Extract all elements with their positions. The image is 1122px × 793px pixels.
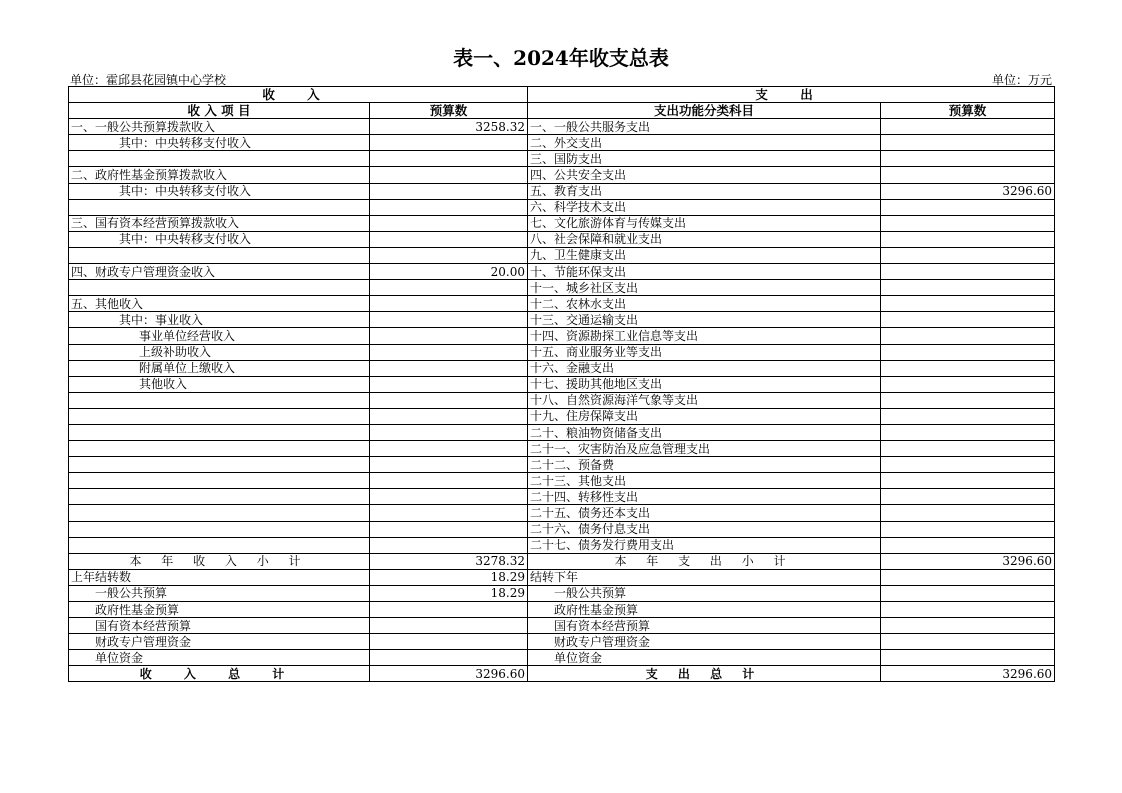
table-row (69, 441, 1055, 457)
income-section-label: 收 入 (262, 86, 334, 102)
expense-item-label: 二十二、预备费 (528, 457, 881, 473)
expense-item-header: 支出功能分类科目 (528, 103, 881, 119)
table-row (69, 215, 1055, 231)
expense-item-label: 十四、资源勘探工业信息等支出 (528, 328, 881, 344)
income-item-label (69, 424, 370, 440)
expense-subtotal-label (528, 553, 881, 569)
carry-expense-value (881, 602, 1055, 618)
budget-table (68, 86, 1055, 682)
expense-item-label: 五、教育支出 (528, 183, 881, 199)
expense-item-label: 三、国防支出 (528, 151, 881, 167)
income-budget-value (370, 215, 528, 231)
table-row (69, 264, 1055, 280)
table-row (69, 424, 1055, 440)
expense-budget-value (881, 473, 1055, 489)
header-row-columns (69, 103, 1055, 119)
income-total-label (69, 666, 370, 682)
income-item-header: 收 入 项 目 (69, 103, 370, 119)
table-row (69, 199, 1055, 215)
income-budget-value (370, 392, 528, 408)
income-budget-value (370, 376, 528, 392)
carry-expense-value (881, 569, 1055, 585)
carry-income-value (370, 650, 528, 666)
expense-total-text: 支 出 总 计 (645, 666, 763, 681)
expense-budget-value (881, 457, 1055, 473)
income-budget-value (370, 328, 528, 344)
expense-total-label (528, 666, 881, 682)
table-row (69, 231, 1055, 247)
expense-item-label: 八、社会保障和就业支出 (528, 231, 881, 247)
table-row (69, 360, 1055, 376)
income-budget-value (370, 489, 528, 505)
income-budget-value (370, 167, 528, 183)
table-row (69, 505, 1055, 521)
income-budget-value (370, 312, 528, 328)
carry-income-value: 18.29 (370, 585, 528, 601)
expense-budget-value (881, 264, 1055, 280)
carry-expense-label: 国有资本经营预算 (528, 618, 881, 634)
expense-budget-value (881, 392, 1055, 408)
income-item-label: 事业单位经营收入 (69, 328, 370, 344)
expense-budget-header: 预算数 (881, 103, 1055, 119)
income-budget-value: 3258.32 (370, 119, 528, 135)
header-row-sections (69, 87, 1055, 103)
income-budget-value: 20.00 (370, 264, 528, 280)
income-budget-value (370, 360, 528, 376)
expense-budget-value (881, 119, 1055, 135)
expense-budget-value (881, 505, 1055, 521)
table-row (69, 183, 1055, 199)
expense-item-label: 二、外交支出 (528, 135, 881, 151)
income-item-label (69, 457, 370, 473)
expense-budget-value (881, 441, 1055, 457)
expense-item-label: 二十六、债务付息支出 (528, 521, 881, 537)
income-total-text: 收 入 总 计 (139, 666, 299, 681)
expense-budget-value (881, 167, 1055, 183)
income-item-label (69, 151, 370, 167)
carry-expense-label: 单位资金 (528, 650, 881, 666)
expense-budget-value (881, 521, 1055, 537)
income-budget-value (370, 280, 528, 296)
income-subtotal-label (69, 553, 370, 569)
expense-item-label: 二十五、债务还本支出 (528, 505, 881, 521)
carry-expense-value (881, 585, 1055, 601)
expense-budget-value (881, 280, 1055, 296)
expense-budget-value (881, 312, 1055, 328)
income-budget-value (370, 473, 528, 489)
income-budget-value (370, 344, 528, 360)
expense-item-label: 二十四、转移性支出 (528, 489, 881, 505)
income-item-label (69, 199, 370, 215)
income-budget-value (370, 247, 528, 263)
expense-budget-value (881, 376, 1055, 392)
table-row (69, 167, 1055, 183)
carry-row (69, 602, 1055, 618)
expense-item-label: 二十一、灾害防治及应急管理支出 (528, 441, 881, 457)
carry-income-label: 上年结转数 (69, 569, 370, 585)
table-row (69, 457, 1055, 473)
income-item-label: 上级补助收入 (69, 344, 370, 360)
unit-organization: 单位：霍邱县花园镇中心学校 (70, 73, 227, 87)
income-budget-value (370, 231, 528, 247)
income-budget-value (370, 199, 528, 215)
carry-income-value (370, 634, 528, 650)
table-row (69, 489, 1055, 505)
income-budget-value (370, 135, 528, 151)
income-item-label: 一、一般公共预算拨款收入 (69, 119, 370, 135)
income-item-label: 附属单位上缴收入 (69, 360, 370, 376)
expense-item-label: 十二、农林水支出 (528, 296, 881, 312)
table-row (69, 296, 1055, 312)
carry-expense-value (881, 650, 1055, 666)
expense-item-label: 十五、商业服务业等支出 (528, 344, 881, 360)
income-item-label: 四、财政专户管理资金收入 (69, 264, 370, 280)
carry-income-value (370, 602, 528, 618)
expense-budget-value (881, 231, 1055, 247)
carry-expense-value (881, 618, 1055, 634)
table-row (69, 344, 1055, 360)
carry-row (69, 585, 1055, 601)
carry-income-value: 18.29 (370, 569, 528, 585)
income-budget-value (370, 441, 528, 457)
table-row (69, 119, 1055, 135)
table-row (69, 521, 1055, 537)
page-title: 表一、2024年收支总表 (453, 46, 669, 70)
carry-expense-label: 一般公共预算 (528, 585, 881, 601)
table-row (69, 376, 1055, 392)
income-budget-header: 预算数 (370, 103, 528, 119)
income-budget-value (370, 408, 528, 424)
carry-income-label: 国有资本经营预算 (69, 618, 370, 634)
expense-budget-value (881, 135, 1055, 151)
table-row (69, 247, 1055, 263)
expense-item-label: 十九、住房保障支出 (528, 408, 881, 424)
income-budget-value (370, 457, 528, 473)
expense-budget-value (881, 489, 1055, 505)
income-item-label: 三、国有资本经营预算拨款收入 (69, 215, 370, 231)
carry-expense-label: 财政专户管理资金 (528, 634, 881, 650)
expense-item-label: 十七、援助其他地区支出 (528, 376, 881, 392)
expense-item-label: 十六、金融支出 (528, 360, 881, 376)
income-budget-value (370, 424, 528, 440)
expense-item-label: 二十三、其他支出 (528, 473, 881, 489)
carry-expense-label: 政府性基金预算 (528, 602, 881, 618)
income-section-header (69, 87, 528, 103)
expense-item-label: 六、科学技术支出 (528, 199, 881, 215)
expense-section-header (528, 87, 1055, 103)
income-item-label (69, 537, 370, 553)
expense-item-label: 十八、自然资源海洋气象等支出 (528, 392, 881, 408)
income-item-label: 其中：中央转移支付收入 (69, 135, 370, 151)
table-row (69, 473, 1055, 489)
expense-total-value: 3296.60 (881, 666, 1055, 682)
expense-item-label: 四、公共安全支出 (528, 167, 881, 183)
table-row (69, 328, 1055, 344)
income-subtotal-text: 本 年 收 入 小 计 (129, 554, 309, 569)
income-item-label (69, 521, 370, 537)
expense-budget-value (881, 328, 1055, 344)
income-item-label (69, 280, 370, 296)
carry-row (69, 618, 1055, 634)
carry-expense-label: 结转下年 (528, 569, 881, 585)
carry-income-label: 政府性基金预算 (69, 602, 370, 618)
income-item-label: 其中：中央转移支付收入 (69, 183, 370, 199)
expense-budget-value (881, 215, 1055, 231)
table-row (69, 151, 1055, 167)
expense-item-label: 十、节能环保支出 (528, 264, 881, 280)
income-budget-value (370, 521, 528, 537)
income-budget-value (370, 151, 528, 167)
income-budget-value (370, 537, 528, 553)
expense-item-label: 二十、粮油物资储备支出 (528, 424, 881, 440)
carry-income-value (370, 618, 528, 634)
expense-budget-value (881, 344, 1055, 360)
income-item-label: 五、其他收入 (69, 296, 370, 312)
income-item-label: 其他收入 (69, 376, 370, 392)
expense-budget-value (881, 360, 1055, 376)
carry-row (69, 650, 1055, 666)
expense-budget-value (881, 151, 1055, 167)
income-item-label (69, 505, 370, 521)
expense-subtotal-text: 本 年 支 出 小 计 (614, 554, 794, 569)
income-item-label (69, 392, 370, 408)
carry-row (69, 634, 1055, 650)
expense-budget-value: 3296.60 (881, 183, 1055, 199)
carry-expense-value (881, 634, 1055, 650)
income-total-value: 3296.60 (370, 666, 528, 682)
expense-item-label: 十三、交通运输支出 (528, 312, 881, 328)
income-budget-value (370, 183, 528, 199)
carry-income-label: 一般公共预算 (69, 585, 370, 601)
income-budget-value (370, 296, 528, 312)
income-item-label (69, 408, 370, 424)
income-item-label (69, 489, 370, 505)
table-row (69, 408, 1055, 424)
expense-budget-value (881, 408, 1055, 424)
table-row (69, 280, 1055, 296)
expense-item-label: 二十七、债务发行费用支出 (528, 537, 881, 553)
expense-budget-value (881, 199, 1055, 215)
income-item-label (69, 441, 370, 457)
income-item-label (69, 247, 370, 263)
table-row (69, 392, 1055, 408)
income-item-label: 二、政府性基金预算拨款收入 (69, 167, 370, 183)
table-row (69, 537, 1055, 553)
expense-item-label: 一、一般公共服务支出 (528, 119, 881, 135)
expense-budget-value (881, 296, 1055, 312)
income-item-label: 其中：事业收入 (69, 312, 370, 328)
carry-income-label: 单位资金 (69, 650, 370, 666)
income-subtotal-value: 3278.32 (370, 553, 528, 569)
expense-budget-value (881, 424, 1055, 440)
expense-section-label: 支 出 (755, 86, 827, 102)
expense-item-label: 十一、城乡社区支出 (528, 280, 881, 296)
table-row (69, 312, 1055, 328)
income-budget-value (370, 505, 528, 521)
expense-item-label: 九、卫生健康支出 (528, 247, 881, 263)
table-row (69, 135, 1055, 151)
carry-income-label: 财政专户管理资金 (69, 634, 370, 650)
expense-budget-value (881, 247, 1055, 263)
expense-item-label: 七、文化旅游体育与传媒支出 (528, 215, 881, 231)
unit-currency: 单位：万元 (991, 73, 1052, 87)
carry-row (69, 569, 1055, 585)
expense-subtotal-value: 3296.60 (881, 553, 1055, 569)
income-item-label (69, 473, 370, 489)
total-row (69, 666, 1055, 682)
income-item-label: 其中：中央转移支付收入 (69, 231, 370, 247)
expense-budget-value (881, 537, 1055, 553)
subtotal-row (69, 553, 1055, 569)
